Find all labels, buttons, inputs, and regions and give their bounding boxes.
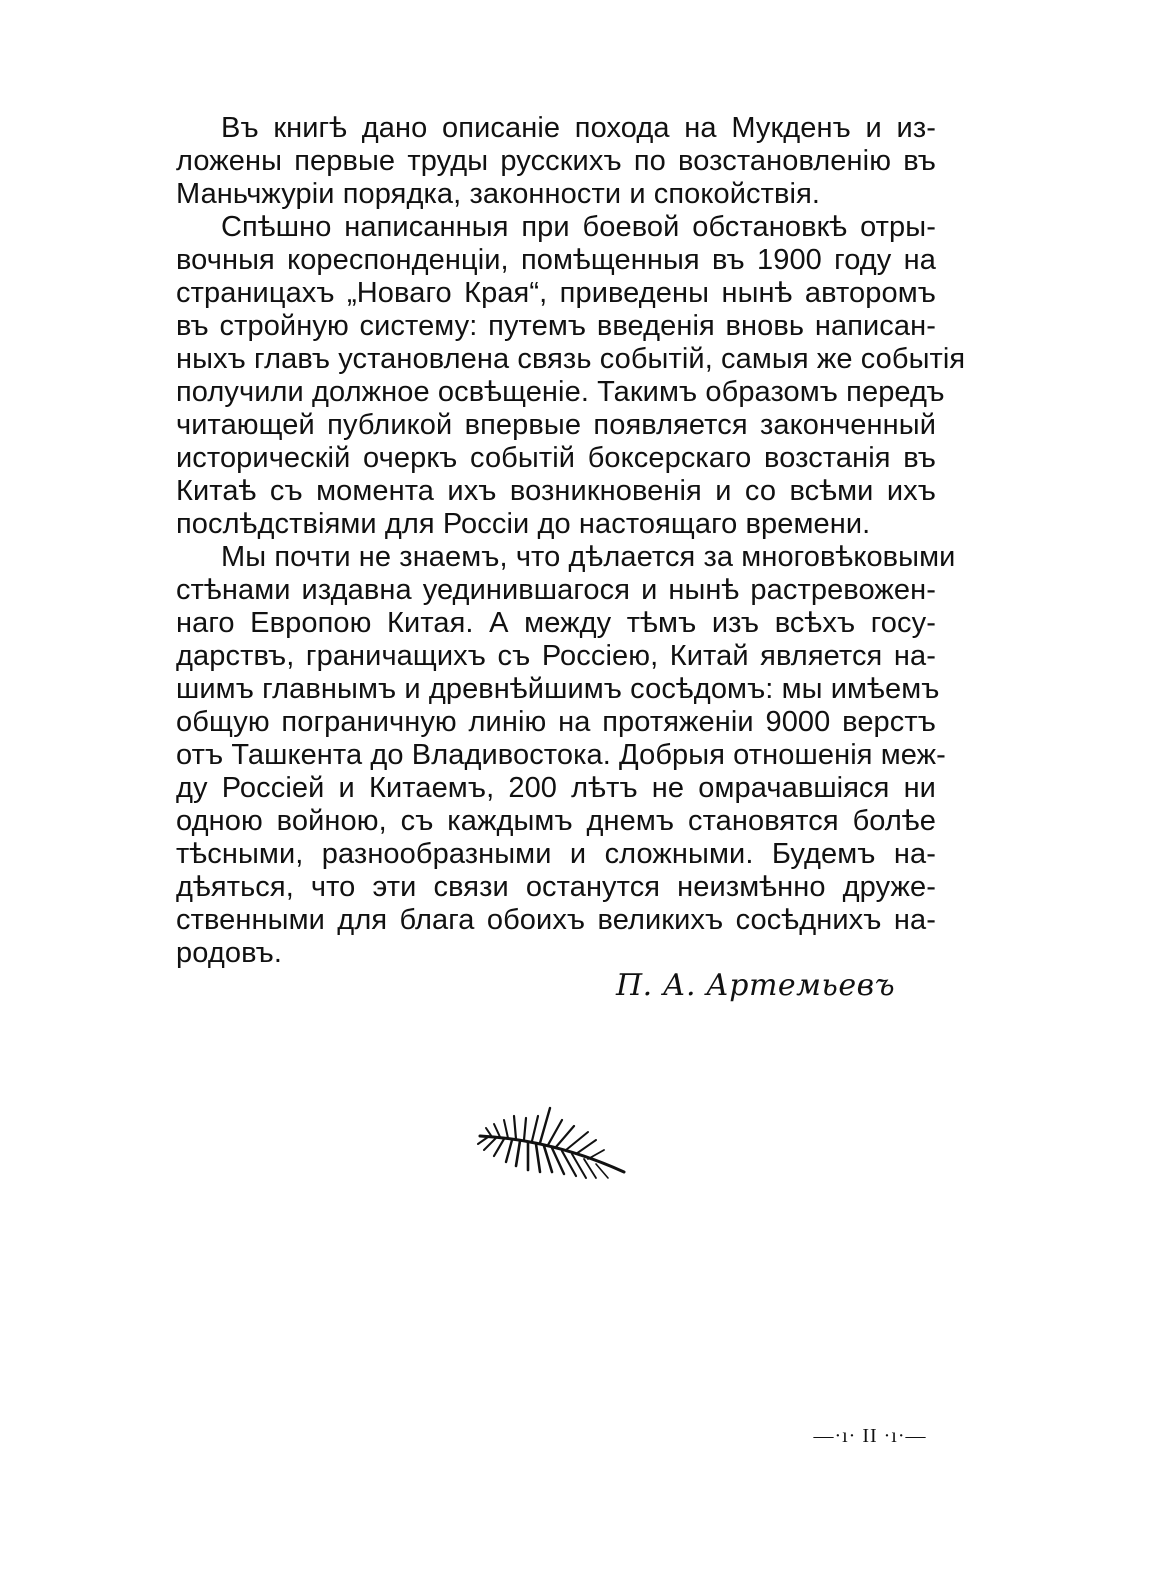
text-line: шимъ главнымъ и древнѣйшимъ сосѣдомъ: мы имѣемъ bbox=[176, 673, 940, 705]
text-line: одною войною, съ каждымъ днемъ становятся болѣе bbox=[176, 805, 936, 837]
text-line: дарствъ, граничащихъ съ Россіею, Китай является на- bbox=[176, 640, 936, 672]
page-number: —·ı· II ·ı·— bbox=[813, 1425, 927, 1447]
text-line: историческій очеркъ событій боксерскаго возстанія въ bbox=[176, 442, 936, 474]
text-line: ственными для блага обоихъ великихъ сосѣднихъ на- bbox=[176, 904, 936, 936]
text-line: Маньчжуріи порядка, законности и спокойствія. bbox=[176, 178, 821, 210]
text-line: страницахъ „Новаго Края“, приведены нынѣ авторомъ bbox=[176, 277, 936, 309]
author-signature: П. А. Артемьевъ bbox=[616, 968, 896, 1003]
text-line: послѣдствіями для Россіи до настоящаго времени. bbox=[176, 508, 871, 540]
text-line: Китаѣ съ момента ихъ возникновенія и со всѣми ихъ bbox=[176, 475, 936, 507]
text-line: Спѣшно написанныя при боевой обстановкѣ отры- bbox=[221, 211, 936, 243]
text-line: читающей публикой впервые появляется законченный bbox=[176, 409, 936, 441]
text-line: въ стройную систему: путемъ введенія вновь написан- bbox=[176, 310, 936, 342]
text-line: ду Россіей и Китаемъ, 200 лѣтъ не омрачавшіяся ни bbox=[176, 772, 936, 804]
text-line: ложены первые труды русскихъ по возстановленію въ bbox=[176, 145, 936, 177]
text-line: наго Европою Китая. А между тѣмъ изъ всѣхъ госу- bbox=[176, 607, 936, 639]
text-line: вочныя кореспонденціи, помѣщенныя въ 1900 году на bbox=[176, 244, 936, 276]
preface-text bbox=[176, 112, 966, 970]
text-line: общую пограничную линію на протяженіи 9000 верстъ bbox=[176, 706, 936, 738]
text-line: дѣяться, что эти связи останутся неизмѣнно друже- bbox=[176, 871, 936, 903]
text-line: родовъ. bbox=[176, 937, 282, 969]
text-line: Въ книгѣ дано описаніе похода на Мукденъ и из- bbox=[221, 112, 936, 144]
fir-branch-icon bbox=[472, 1102, 632, 1182]
text-line: тѣсными, разнообразными и сложными. Будемъ на- bbox=[176, 838, 936, 870]
text-line: Мы почти не знаемъ, что дѣлается за многовѣковыми bbox=[221, 541, 956, 573]
text-line: получили должное освѣщеніе. Такимъ образомъ передъ bbox=[176, 376, 945, 408]
text-line: стѣнами издавна уединившагося и нынѣ растревожен- bbox=[176, 574, 936, 606]
text-line: ныхъ главъ установлена связь событій, самыя же событія bbox=[176, 343, 966, 375]
text-line: отъ Ташкента до Владивостока. Добрыя отношенія меж- bbox=[176, 739, 946, 771]
